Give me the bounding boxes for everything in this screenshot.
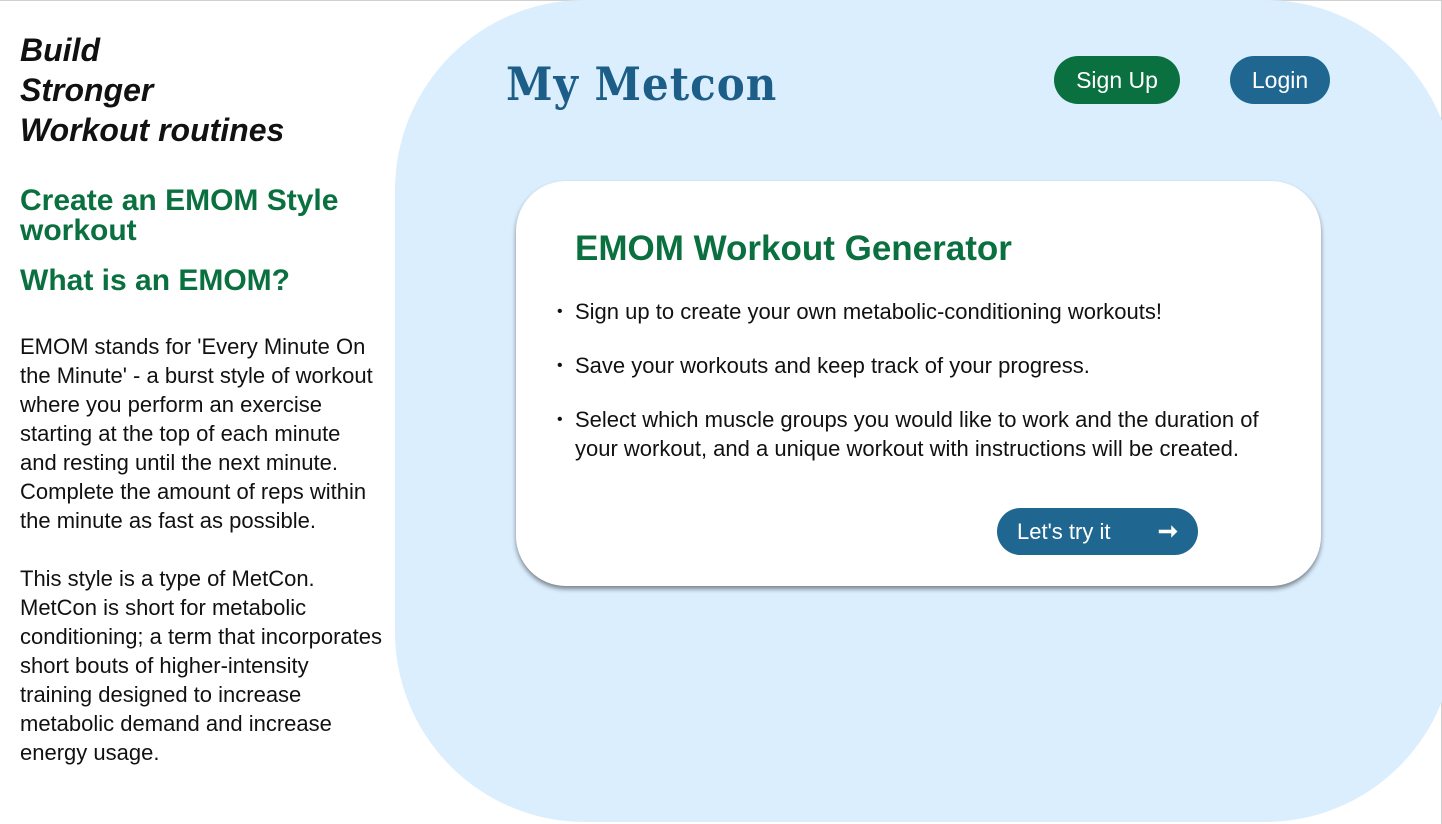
signup-button[interactable]: Sign Up <box>1054 56 1180 104</box>
feature-item <box>557 405 1275 463</box>
emom-description: EMOM stands for 'Every Minute On the Minute' - a burst style of workout where you perform an exercise starting at the top of each minute and resting until the next minute. Complete the amount of reps within the minute as fast as possible. <box>20 334 373 533</box>
login-button[interactable]: Login <box>1230 56 1330 104</box>
tagline <box>20 30 390 150</box>
feature-item <box>557 297 1275 326</box>
site-logo[interactable]: My Metcon <box>506 58 778 111</box>
feature-item <box>557 351 1275 380</box>
what-is-emom-heading: What is an EMOM? <box>20 264 290 297</box>
feature-text: Select which muscle groups you would like to work and the duration of your workout, and a unique workout with instructions will be created. <box>575 407 1259 461</box>
tagline-line-2: Stronger <box>20 72 154 108</box>
card-title: EMOM Workout Generator <box>575 229 1012 268</box>
create-emom-heading: Create an EMOM Style workout <box>20 184 339 247</box>
bullet-icon: • <box>557 357 563 374</box>
right-arrow-icon: ➞ <box>1157 518 1178 545</box>
tagline-line-1: Build <box>20 32 100 68</box>
generator-card <box>516 181 1321 586</box>
bullet-icon: • <box>557 411 563 428</box>
metcon-description: This style is a type of MetCon. MetCon is short for metabolic conditioning; a term that incorporates short bouts of higher-intensity training designed to increase metabolic demand and increase energy usage. <box>20 566 382 765</box>
info-sidebar <box>20 30 390 767</box>
bullet-icon: • <box>557 303 563 320</box>
tagline-line-3: Workout routines <box>20 112 285 148</box>
feature-text: Sign up to create your own metabolic-conditioning workouts! <box>575 299 1162 324</box>
feature-text: Save your workouts and keep track of your progress. <box>575 353 1090 378</box>
lets-try-it-button[interactable] <box>997 508 1198 555</box>
lets-try-it-label: Let's try it <box>1017 518 1111 544</box>
feature-list <box>557 297 1275 488</box>
